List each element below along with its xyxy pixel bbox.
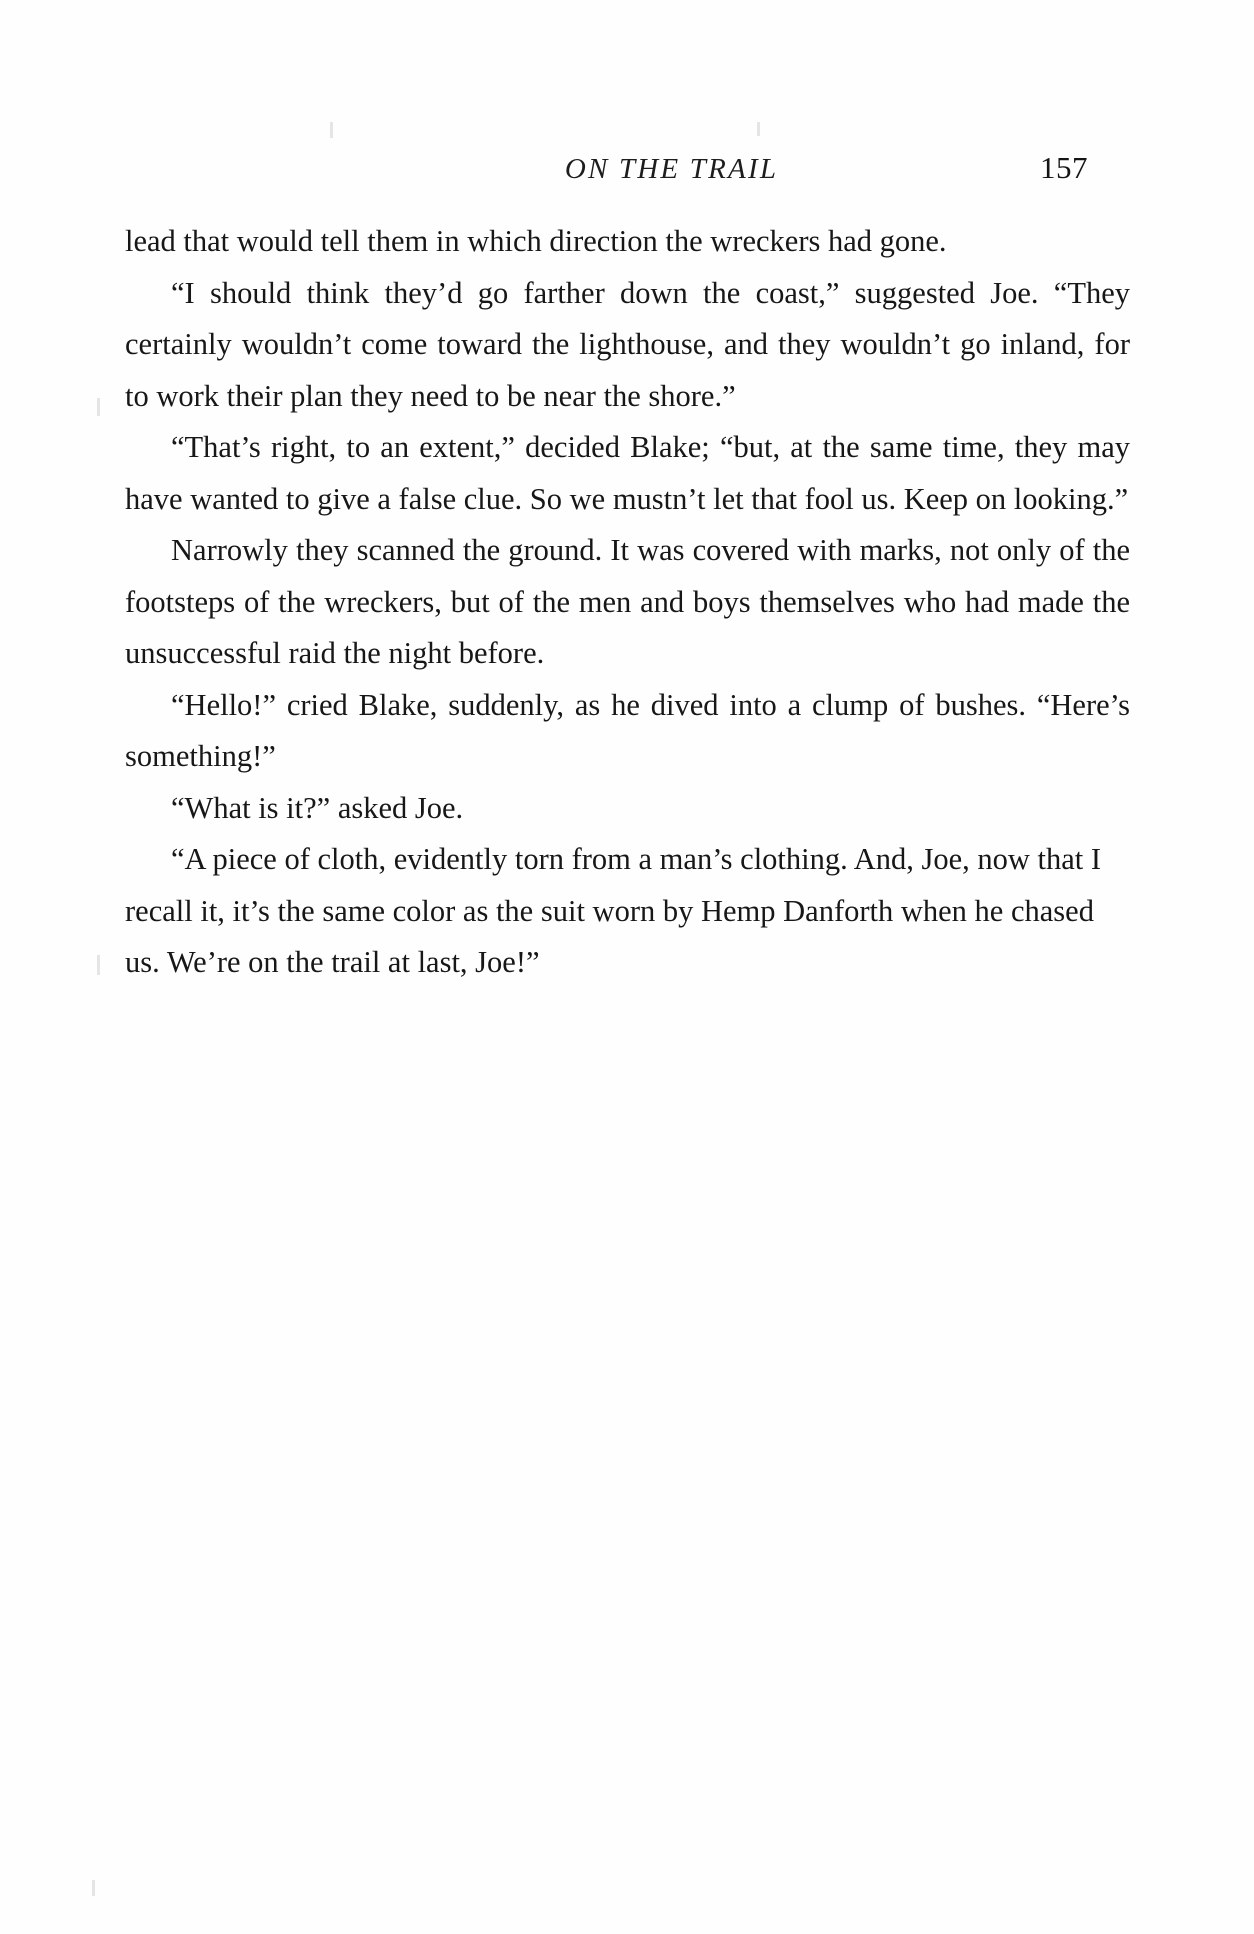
scan-artifact: [92, 1880, 95, 1896]
paragraph: “What is it?” asked Joe.: [171, 790, 464, 825]
scan-artifact: [97, 398, 100, 416]
page-title: ON THE TRAIL: [564, 153, 779, 185]
text-column: [125, 150, 1130, 989]
page-number: 157: [1039, 150, 1088, 185]
scan-artifact: [330, 122, 333, 138]
scan-artifact: [97, 955, 100, 975]
scan-artifact: [757, 122, 760, 136]
paragraph: “That’s right, to an extent,” decided Blake; “but, at the same time, they may have wanted to give a false clue. So we mustn’t let that fool us. Keep on looking.”: [125, 430, 1130, 516]
paragraph: “Hello!” cried Blake, suddenly, as he dived into a clump of bushes. “Here’s something!”: [125, 687, 1130, 773]
body-text: [125, 216, 1130, 989]
paragraph: lead that would tell them in which direction the wreckers had gone.: [125, 224, 947, 258]
paragraph: “A piece of cloth, evidently torn from a man’s clothing. And, Joe, now that I recall it, it’s the same color as the suit worn by Hemp Danforth when he chased us. We’re on the trail at last, Joe!”: [125, 842, 1102, 979]
paragraph: Narrowly they scanned the ground. It was covered with marks, not only of the footsteps of the wreckers, but of the men and boys themselves who had made the unsuccessful raid the night before.: [125, 533, 1130, 670]
paragraph: “I should think they’d go farther down the coast,” suggested Joe. “They certainly wouldn’t come toward the lighthouse, and they wouldn’t go inland, for to work their plan they need to be near the shore.”: [125, 275, 1130, 413]
running-head: [125, 150, 1130, 186]
